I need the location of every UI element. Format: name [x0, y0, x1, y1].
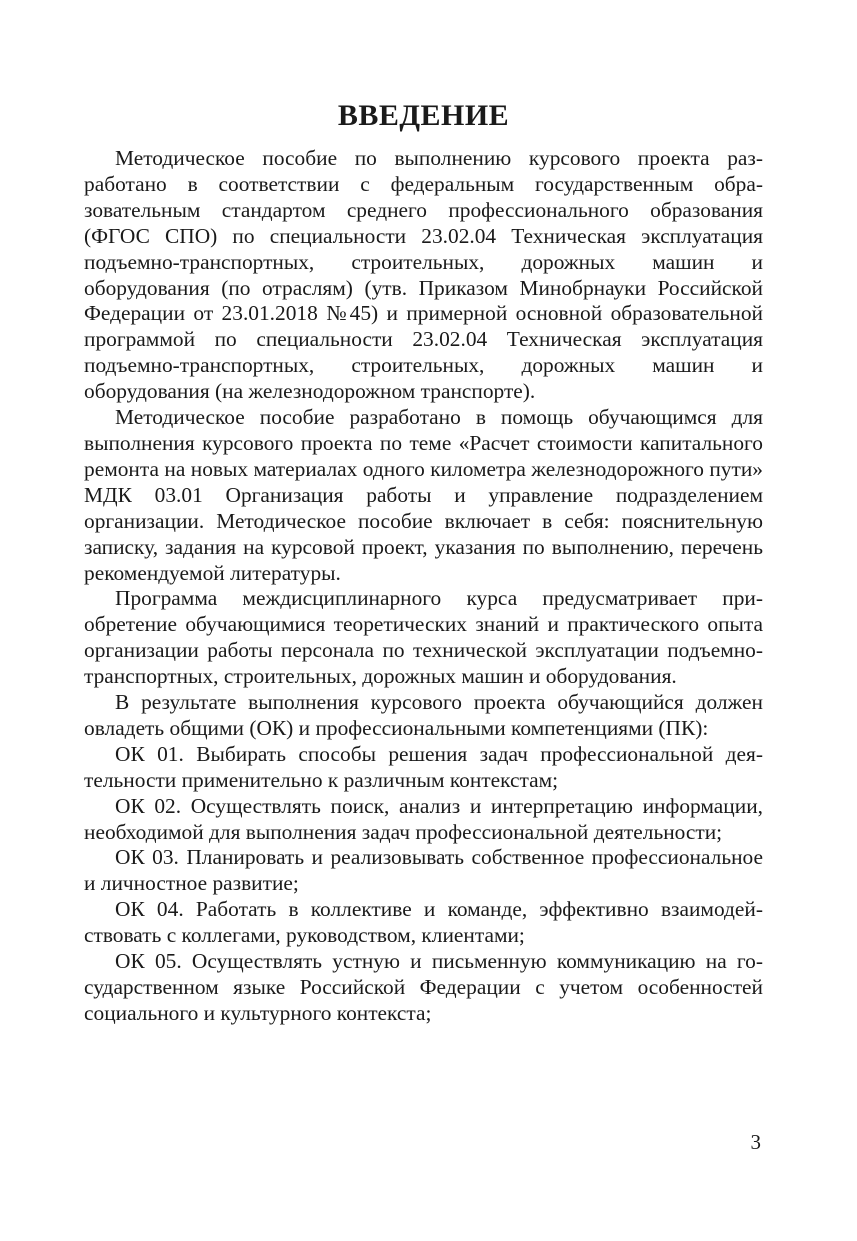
competency-ok-03: ОК 03. Планировать и реализовывать собственное профессиональное и личностное развитие;	[84, 845, 763, 896]
competency-ok-04: ОК 04. Работать в коллективе и команде, эффективно взаимодействовать с коллегами, руководством, клиентами;	[84, 897, 763, 948]
page-number: 3	[750, 1130, 761, 1154]
intro-paragraph-program: Программа междисциплинарного курса предусматривает приобретение обучающимися теоретических знаний и практического опыта организации работы персонала по технической эксплуатации подъемно-транспортных, строительных, дорожных машин и оборудования.	[84, 586, 763, 689]
page-title: ВВЕДЕНИЕ	[337, 99, 510, 132]
intro-paragraph-competencies: В результате выполнения курсового проекта обучающийся должен овладеть общими (ОК) и профессиональными компетенциями (ПК):	[84, 690, 763, 740]
competency-ok-01: ОК 01. Выбирать способы решения задач профессиональной деятельности применительно к различным контекстам;	[84, 741, 763, 792]
intro-paragraph-purpose: Методическое пособие разработано в помощь обучающимся для выполнения курсового проекта по теме «Расчет стоимости капитального ремонта на новых материалах одного километра железнодорожного пути» МДК 03.01 Организация работы и управление подразделением организации. Методическое пособие включает в себя: пояснительную записку, задания на курсовой проект, указания по выполнению, перечень рекомендуемой литературы.	[84, 405, 763, 585]
competency-ok-02: ОК 02. Осуществлять поиск, анализ и интерпретацию информации, необходимой для выполнения задач профессиональной деятельности;	[84, 793, 763, 844]
page-body	[84, 96, 763, 1027]
intro-paragraph-standard: Методическое пособие по выполнению курсового проекта разработано в соответствии с федеральным государственным образовательным стандартом среднего профессионального образования (ФГОС СПО) по специальности 23.02.04 Техническая эксплуатация подъемно-транспортных, строительных, дорожных машин и оборудования (по отраслям) (утв. Приказом Минобрнауки Российской Федерации от 23.01.2018 №45) и примерной основной образовательной программой по специальности 23.02.04 Техническая эксплуатация подъемно-транспортных, строительных, дорожных машин и оборудования (на железнодорожном транспорте).	[84, 146, 763, 404]
competency-ok-05: ОК 05. Осуществлять устную и письменную коммуникацию на государственном языке Российской Федерации с учетом особенностей социального и культурного контекста;	[84, 949, 763, 1025]
